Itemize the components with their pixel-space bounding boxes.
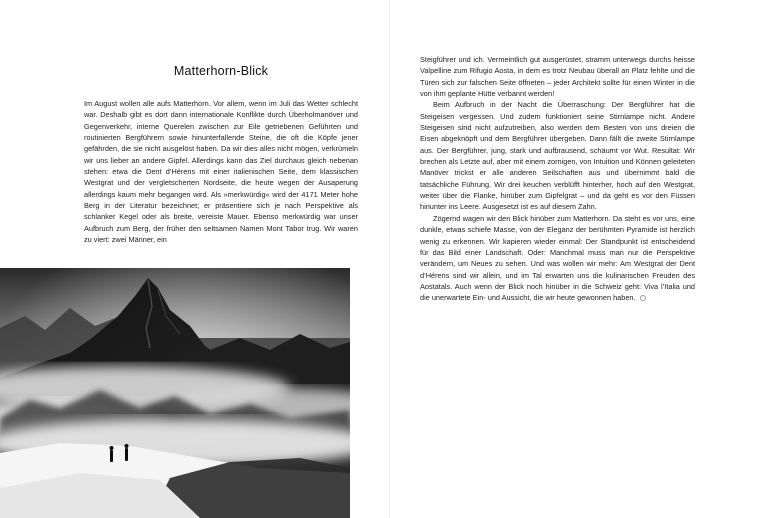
- page-title: Matterhorn-Blick: [173, 64, 269, 78]
- matterhorn-photo: [0, 268, 350, 518]
- paragraph-text: Zögernd wagen wir den Blick hinüber zum Matterhorn. Da steht es vor uns, eine dunkle, etwas schiefe Masse, von der Eleganz der berühmten Pyramide ist herzlich wenig zu erkennen. Wir kapieren wieder einmal: Der Standpunkt ist entscheidend für das Bild einer Landschaft. Oder: Manchmal muss man nur die Perspektive verändern, um Neues zu sehen. Und was wollen wir mehr: Am Westgrat der Dent d’Hérens sind wir allein, und im Tal erwarten uns die kulinarischen Freuden des Aostatals. Auch wenn der Blick noch hinüber in die Schweiz geht: Viva l’Italia und die unerwartete Ein- und Aussicht, die wir heute gewonnen haben.: [420, 213, 695, 303]
- photo-illustration: [0, 268, 350, 518]
- paragraph: Beim Aufbruch in der Nacht die Überraschung: Der Bergführer hat die Steigeisen vergessen. Und zudem funktioniert seine Stirnlampe nicht. Andere Steigeisen sind nicht aufzutreiben, also werden dem Besten von uns dreien die Eisen abgeknöpft und dem Bergführer übergeben. Dann fällt die zweite Stirnlampe aus. Der Bergführer, jung, stark und aufbrausend, schäumt vor Wut. Resultat: Wir brechen als Letzte auf, aber mit einem zornigen, von Intuition und Können geleiteten Manöver trickst er alle anderen Seilschaften aus und übernimmt bald die tatsächliche Führung. Wir drei keuchen verblüfft hinterher, hoch auf den Westgrat, weiter über die Flanke, hinüber zum Gipfelgrat – und da geht es vor den Füssen hinunter ins Leere. Ausgesetzt ist es auf diesem Zahn.: [420, 100, 695, 212]
- right-page: [390, 0, 780, 518]
- paragraph: [420, 213, 695, 304]
- left-body-text: [84, 98, 358, 245]
- end-mark-icon: [640, 295, 646, 301]
- right-body-text: [420, 54, 695, 304]
- paragraph: Steigführer und ich. Vermeintlich gut ausgerüstet, stramm unterwegs durchs heisse Valpelline zum Rifugio Aosta, in dem es trotz Neubau überall an Platz fehlte und die Türen sich zur falschen Seite öffneten – jeder Architekt sollte für einen Winter in die von ihm geplante Hütte verbannt werden!: [420, 55, 695, 99]
- paragraph: Im August wollen alle aufs Matterhorn. Vor allem, wenn im Juli das Wetter schlecht war. Deshalb gibt es dort dann internationale Konflikte durch Überholmanöver und Gegenverkehr, interne Querelen zwischen zur Eile getriebenen Geführten und routinierten Bergführern sowie hinunterfallende Steine, die oft die Köpfe jener gefährden, die sie nicht ausgelöst haben. Da wir dies alles nicht mögen, verkrümeln wir uns lieber an andere Gipfel. Allerdings kann das Ziel durchaus gleich nebenan stehen: etwa die Dent d’Hérens mit einer italienischen Seite, dem klassischen Westgrat und der vergletscherten Nordseite, die heute wegen der Ausaperung allerdings kaum mehr begangen wird. Als »merkwürdig« wird der 4171 Meter hohe Berg in der Literatur bezeichnet; er präsentiere sich je nach Perspektive als schlanker Kegel oder als breite, vereiste Mauer. Ebenso merkwürdig war unser Aufbruch zum Berg, der früher den seltsamen Namen Mont Tabor trug. Wir waren zu viert: zwei Männer, ein: [84, 99, 358, 245]
